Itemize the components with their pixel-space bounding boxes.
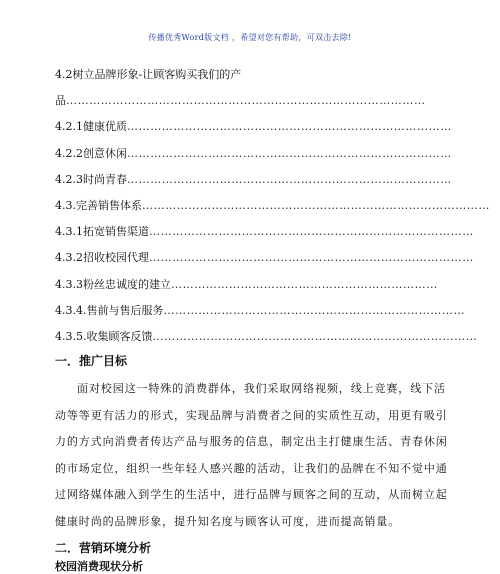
subheading-cut-off: 校园消费现状分析 bbox=[55, 560, 143, 573]
toc-entry-title: 品 bbox=[55, 94, 66, 108]
toc-leader-dots: ………………………………………………………………………… bbox=[127, 120, 452, 134]
toc-entry-title: 4.2树立品牌形象-让顾客购买我们的产 bbox=[55, 68, 242, 81]
table-of-contents bbox=[55, 62, 490, 350]
toc-entry-title: 4.2.3时尚青春 bbox=[55, 172, 127, 186]
paragraph-line: 健康时尚的品牌形象，提升知名度与顾客认可度，进而提高销量。 bbox=[55, 514, 401, 528]
toc-leader-dots: …………………………………………………………………… bbox=[163, 303, 466, 317]
paragraph-line: 面对校园这一特殊的消费群体，我们采取网络视频，线上竞赛，线下活 bbox=[77, 382, 446, 395]
toc-entry bbox=[55, 193, 490, 219]
toc-entry bbox=[55, 167, 452, 193]
toc-entry bbox=[55, 272, 445, 298]
paragraph-line: 力的方式向消费者传达产品与服务的信息，制定出主打健康生活、青春休闲 bbox=[55, 435, 448, 448]
body-paragraph bbox=[55, 376, 450, 535]
toc-entry bbox=[55, 114, 452, 140]
toc-leader-dots: …………………………………………………………… bbox=[171, 277, 438, 291]
toc-entry bbox=[55, 324, 478, 350]
toc-entry-title: 4.2.1健康优质 bbox=[55, 120, 127, 134]
paragraph-line: 的市场定位，组织一些年轻人感兴趣的活动，让我们的品牌在不知不觉中通 bbox=[55, 461, 448, 475]
toc-leader-dots: ………………………………………………………………………… bbox=[127, 172, 452, 186]
toc-leader-dots: ………………………………………………………………………… bbox=[127, 146, 452, 160]
toc-entry-title: 4.3.4.售前与售后服务 bbox=[55, 303, 164, 317]
page-header-note: 传播优秀Word版文档 ，希望对您有帮助，可双击去除! bbox=[148, 33, 352, 42]
toc-entry bbox=[55, 245, 474, 271]
toc-entry-title: 4.2.2创意休闲 bbox=[55, 146, 127, 160]
section-heading-marketing-environment: 二．营销环境分析 bbox=[55, 541, 152, 555]
paragraph-line: 过网络媒体融入到学生的生活中，进行品牌与顾客之间的互动，从而树立起 bbox=[55, 488, 448, 501]
toc-leader-dots: ………………………………………………………………………………… bbox=[66, 94, 426, 108]
toc-entry-title: 4.3.5.收集顾客反馈 bbox=[55, 329, 153, 343]
toc-entry bbox=[55, 88, 445, 114]
paragraph-line: 动等等更有活力的形式，实现品牌与消费者之间的实质性互动，用更有吸引 bbox=[55, 408, 448, 422]
toc-entry bbox=[55, 219, 474, 245]
toc-leader-dots: ………………………………………………………………………… bbox=[152, 329, 478, 343]
toc-entry bbox=[55, 62, 445, 88]
toc-entry-title: 4.3.1拓宽销售渠道 bbox=[55, 225, 149, 239]
toc-entry-title: 4.3.3粉丝忠诚度的建立 bbox=[55, 277, 171, 291]
toc-leader-dots: ……………………………………………………………………………… bbox=[142, 198, 490, 212]
toc-entry-title: 4.3.2招收校园代理 bbox=[55, 251, 149, 265]
toc-entry bbox=[55, 298, 466, 324]
toc-entry-title: 4.3.完善销售体系 bbox=[55, 198, 142, 212]
section-heading-promotion-goal: 一．推广目标 bbox=[55, 354, 128, 368]
toc-leader-dots: ………………………………………………………………………… bbox=[149, 251, 474, 265]
toc-entry bbox=[55, 141, 452, 167]
toc-leader-dots: ………………………………………………………………………… bbox=[149, 225, 474, 239]
